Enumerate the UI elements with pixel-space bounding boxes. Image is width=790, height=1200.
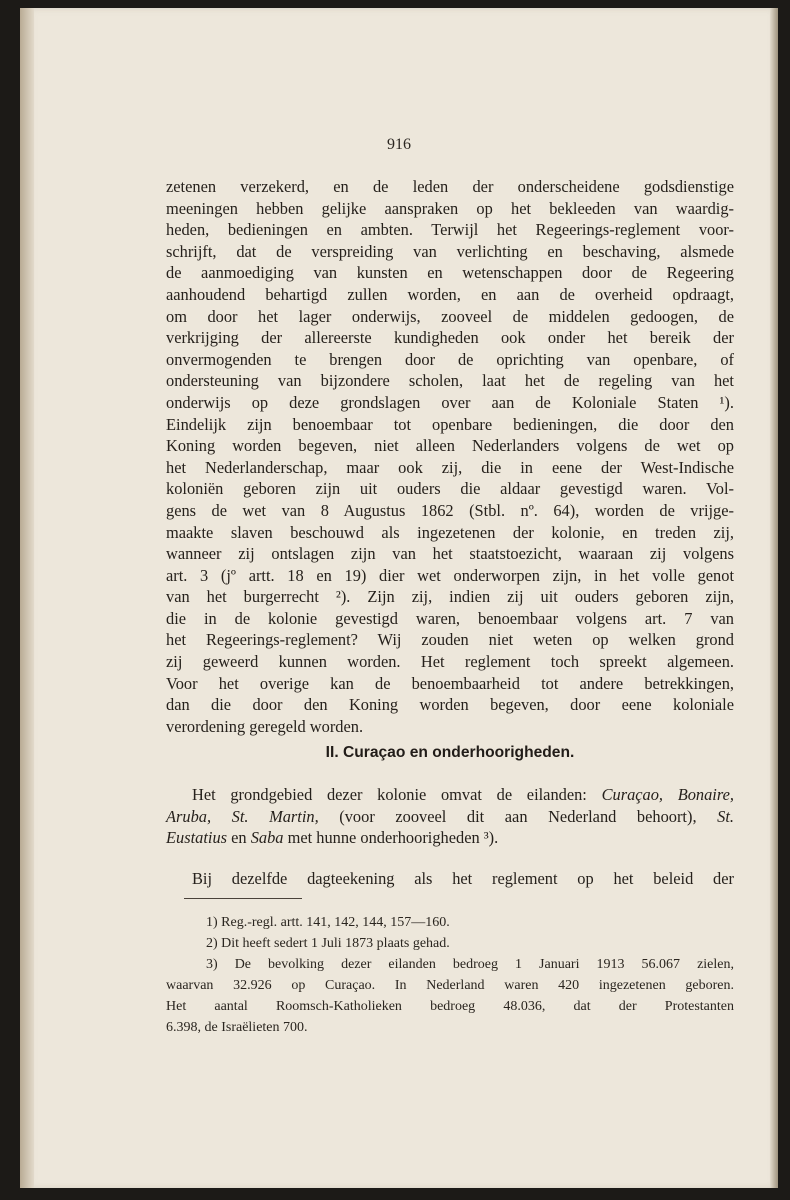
text-line: Eindelijk zijn benoembaar tot openbare bedieningen, die door den — [166, 414, 734, 434]
text-span: Bij dezelfde dagteekening als het reglement op het beleid der — [192, 869, 734, 888]
text-span: met hunne onderhoorigheden ³). — [283, 828, 499, 848]
page-spine-edge — [20, 8, 34, 1188]
text-line: het Regeerings-reglement? Wij zouden niet weten op welken grond — [166, 630, 734, 650]
italic-place-name: St. Martin, — [231, 806, 319, 826]
text-line: om door het lager onderwijs, zooveel de middelen gedoogen, de — [166, 306, 734, 326]
territory-paragraph — [166, 784, 734, 849]
footnote-line: 6.398, de Israëlieten 700. — [166, 1020, 308, 1035]
text-line: het Nederlanderschap, maar ook zij, die in eene der West-Indische — [166, 457, 734, 477]
text-line: koloniën geboren zijn uit ouders die aldaar gevestigd waren. Vol- — [166, 479, 734, 499]
italic-place-name: Saba — [250, 828, 284, 848]
text-line: Koning worden begeven, niet alleen Nederlanders volgens de wet op — [166, 436, 734, 456]
main-paragraph — [166, 176, 734, 737]
page-right-edge — [770, 8, 778, 1188]
italic-place-name: Aruba, — [166, 806, 212, 826]
text-line: verordening geregeld worden. — [166, 716, 364, 736]
footnote-text: 2) Dit heeft sedert 1 Juli 1873 plaats gehad. — [206, 936, 450, 951]
text-span: (voor zooveel dit aan Nederland behoort), — [339, 806, 697, 826]
footnote-text: 3) De bevolking dezer eilanden bedroeg 1 Januari 1913 56.067 zielen, — [206, 957, 734, 972]
text-line: Voor het overige kan de benoembaarheid tot andere betrekkingen, — [166, 673, 734, 693]
text-span: en — [227, 828, 251, 848]
text-line: de aanmoediging van kunsten en wetenschappen door de Regeering — [166, 263, 734, 283]
text-line: zetenen verzekerd, en de leden der onderscheidene godsdienstige — [166, 177, 734, 196]
footnote-line — [166, 954, 734, 975]
text-line: onderwijs op deze grondslagen over aan de Koloniale Staten ¹). — [166, 392, 734, 412]
text-line: van het burgerrecht ²). Zijn zij, indien zij uit ouders geboren zijn, — [166, 587, 734, 607]
text-line — [166, 827, 734, 849]
next-paragraph — [166, 868, 734, 890]
text-line — [166, 868, 734, 890]
text-line: die in de kolonie gevestigd waren, benoembaar volgens art. 7 van — [166, 608, 734, 628]
footnote-2 — [166, 933, 734, 954]
section-heading: II. Curaçao en onderhoorigheden. — [325, 744, 575, 761]
text-line: maakte slaven beschouwd als ingezetenen der kolonie, en treden zij, — [166, 522, 734, 542]
text-line: dan die door den Koning worden begeven, door eene koloniale — [166, 695, 734, 715]
text-line: gens de wet van 8 Augustus 1862 (Stbl. nº. 64), worden de vrijge- — [166, 500, 734, 520]
footnote-3 — [166, 954, 734, 1038]
book-page — [20, 8, 778, 1188]
text-line: zij geweerd kunnen worden. Het reglement toch spreekt algemeen. — [166, 652, 734, 672]
text-line: schrijft, dat de verspreiding van verlichting en beschaving, alsmede — [166, 241, 734, 261]
text-line: meeningen hebben gelijke aanspraken op het bekleeden van waardig- — [166, 198, 734, 218]
text-line — [166, 784, 734, 806]
text-line: heden, bedieningen en ambten. Terwijl het Regeerings-reglement voor- — [166, 220, 734, 240]
footnote-divider — [184, 898, 302, 899]
italic-place-name: St. — [717, 806, 734, 826]
text-span: Het grondgebied dezer kolonie omvat de eilanden: — [192, 785, 602, 804]
footnote-line: waarvan 32.926 op Curaçao. In Nederland waren 420 ingezetenen geboren. — [166, 978, 734, 993]
footnote-text: 1) Reg.-regl. artt. 141, 142, 144, 157—160. — [206, 915, 450, 930]
text-line: art. 3 (jº artt. 18 en 19) dier wet onderworpen zijn, in het volle genot — [166, 565, 734, 585]
footnote-1 — [166, 912, 734, 933]
text-line: verkrijging der allereerste kundigheden ook onder het bereik der — [166, 328, 734, 348]
text-line: onvermogenden te brengen door de oprichting van openbare, of — [166, 349, 734, 369]
text-line: aanhoudend behartigd zullen worden, en aan de overheid opdraagt, — [166, 284, 734, 304]
footnote-line: Het aantal Roomsch-Katholieken bedroeg 48.036, dat der Protestanten — [166, 999, 734, 1014]
text-line: wanneer zij ontslagen zijn van het staatstoezicht, waaraan zij volgens — [166, 544, 734, 564]
footnotes — [166, 912, 734, 1038]
italic-place-name: Eustatius — [166, 828, 228, 848]
text-line — [166, 806, 734, 828]
italic-place-names: Curaçao, Bonaire, — [601, 785, 735, 804]
page-number: 916 — [387, 136, 411, 153]
text-line: ondersteuning van bijzondere scholen, laat het de regeling van het — [166, 371, 734, 391]
